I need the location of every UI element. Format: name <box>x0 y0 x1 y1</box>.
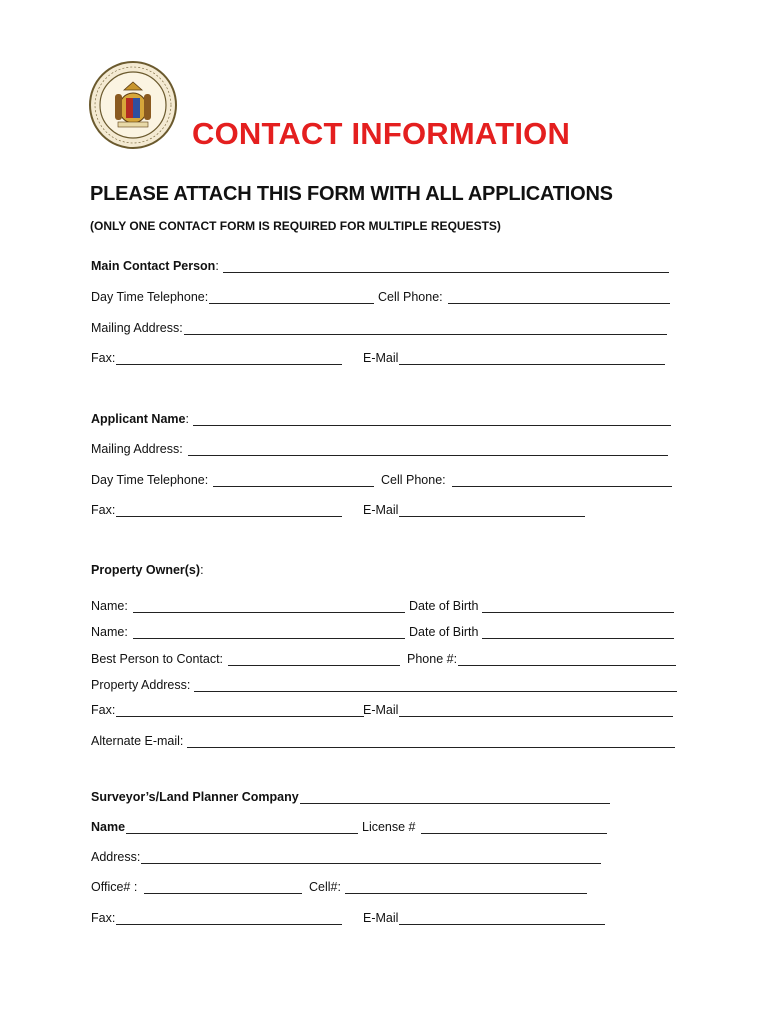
surveyor-company-label: Surveyor’s/Land Planner Company <box>91 790 299 804</box>
owner-1-dob-label: Date of Birth <box>409 599 479 613</box>
main-email-label: E-Mail <box>363 351 399 365</box>
surveyor-license-label: License # <box>362 820 416 834</box>
applicant-cell-phone-label: Cell Phone: <box>381 473 446 487</box>
main-fax-label: Fax: <box>91 351 116 365</box>
surveyor-address-label: Address: <box>91 850 141 864</box>
state-seal-icon <box>88 60 178 150</box>
owner-alt-email-field[interactable] <box>187 735 675 748</box>
surveyor-name-label: Name <box>91 820 126 834</box>
applicant-day-phone-label: Day Time Telephone: <box>91 473 209 487</box>
main-fax-field[interactable] <box>116 352 342 365</box>
owner-phone-field[interactable] <box>458 653 676 666</box>
surveyor-license-field[interactable] <box>421 821 607 834</box>
surveyor-cell-field[interactable] <box>345 881 587 894</box>
owner-email-label: E-Mail <box>363 703 399 717</box>
owner-best-contact-field[interactable] <box>228 653 400 666</box>
owner-2-name-label: Name: <box>91 625 128 639</box>
main-cell-phone-label: Cell Phone: <box>378 290 443 304</box>
main-mailing-field[interactable] <box>184 322 667 335</box>
owner-fax-field[interactable] <box>116 704 364 717</box>
applicant-fax-label: Fax: <box>91 503 116 517</box>
applicant-mailing-field[interactable] <box>188 443 668 456</box>
owner-address-label: Property Address: <box>91 678 191 692</box>
form-note: (ONLY ONE CONTACT FORM IS REQUIRED FOR MULTIPLE REQUESTS) <box>90 219 501 233</box>
surveyor-company-field[interactable] <box>300 791 610 804</box>
surveyor-email-label: E-Mail <box>363 911 399 925</box>
owner-alt-email-label: Alternate E-mail: <box>91 734 184 748</box>
applicant-name-field[interactable] <box>193 413 671 426</box>
applicant-email-label: E-Mail <box>363 503 399 517</box>
main-cell-phone-field[interactable] <box>448 291 670 304</box>
applicant-fax-field[interactable] <box>116 504 342 517</box>
main-day-phone-label: Day Time Telephone: <box>91 290 209 304</box>
applicant-mailing-label: Mailing Address: <box>91 442 183 456</box>
page-subtitle: PLEASE ATTACH THIS FORM WITH ALL APPLICATIONS <box>90 183 613 205</box>
owner-1-name-field[interactable] <box>133 600 405 613</box>
surveyor-office-label: Office# : <box>91 880 138 894</box>
owner-1-dob-field[interactable] <box>482 600 674 613</box>
page-title: CONTACT INFORMATION <box>192 116 571 151</box>
surveyor-office-field[interactable] <box>144 881 302 894</box>
owner-2-name-field[interactable] <box>133 626 405 639</box>
main-mailing-label: Mailing Address: <box>91 321 183 335</box>
main-day-phone-field[interactable] <box>209 291 374 304</box>
main-email-field[interactable] <box>399 352 665 365</box>
property-owners-heading: Property Owner(s): <box>91 563 204 577</box>
applicant-cell-phone-field[interactable] <box>452 474 672 487</box>
owner-email-field[interactable] <box>399 704 673 717</box>
surveyor-name-field[interactable] <box>126 821 358 834</box>
owner-address-field[interactable] <box>194 679 677 692</box>
surveyor-fax-field[interactable] <box>116 912 342 925</box>
surveyor-email-field[interactable] <box>399 912 605 925</box>
surveyor-address-field[interactable] <box>141 851 601 864</box>
owner-fax-label: Fax: <box>91 703 116 717</box>
main-contact-person-label: Main Contact Person <box>91 259 216 273</box>
owner-phone-label: Phone #: <box>407 652 458 666</box>
owner-2-dob-field[interactable] <box>482 626 674 639</box>
surveyor-cell-label: Cell#: <box>309 880 341 894</box>
owner-best-contact-label: Best Person to Contact: <box>91 652 224 666</box>
owner-1-name-label: Name: <box>91 599 128 613</box>
surveyor-fax-label: Fax: <box>91 911 116 925</box>
owner-2-dob-label: Date of Birth <box>409 625 479 639</box>
applicant-email-field[interactable] <box>399 504 585 517</box>
applicant-name-label: Applicant Name <box>91 412 186 426</box>
applicant-day-phone-field[interactable] <box>213 474 374 487</box>
main-contact-person-field[interactable] <box>223 260 669 273</box>
